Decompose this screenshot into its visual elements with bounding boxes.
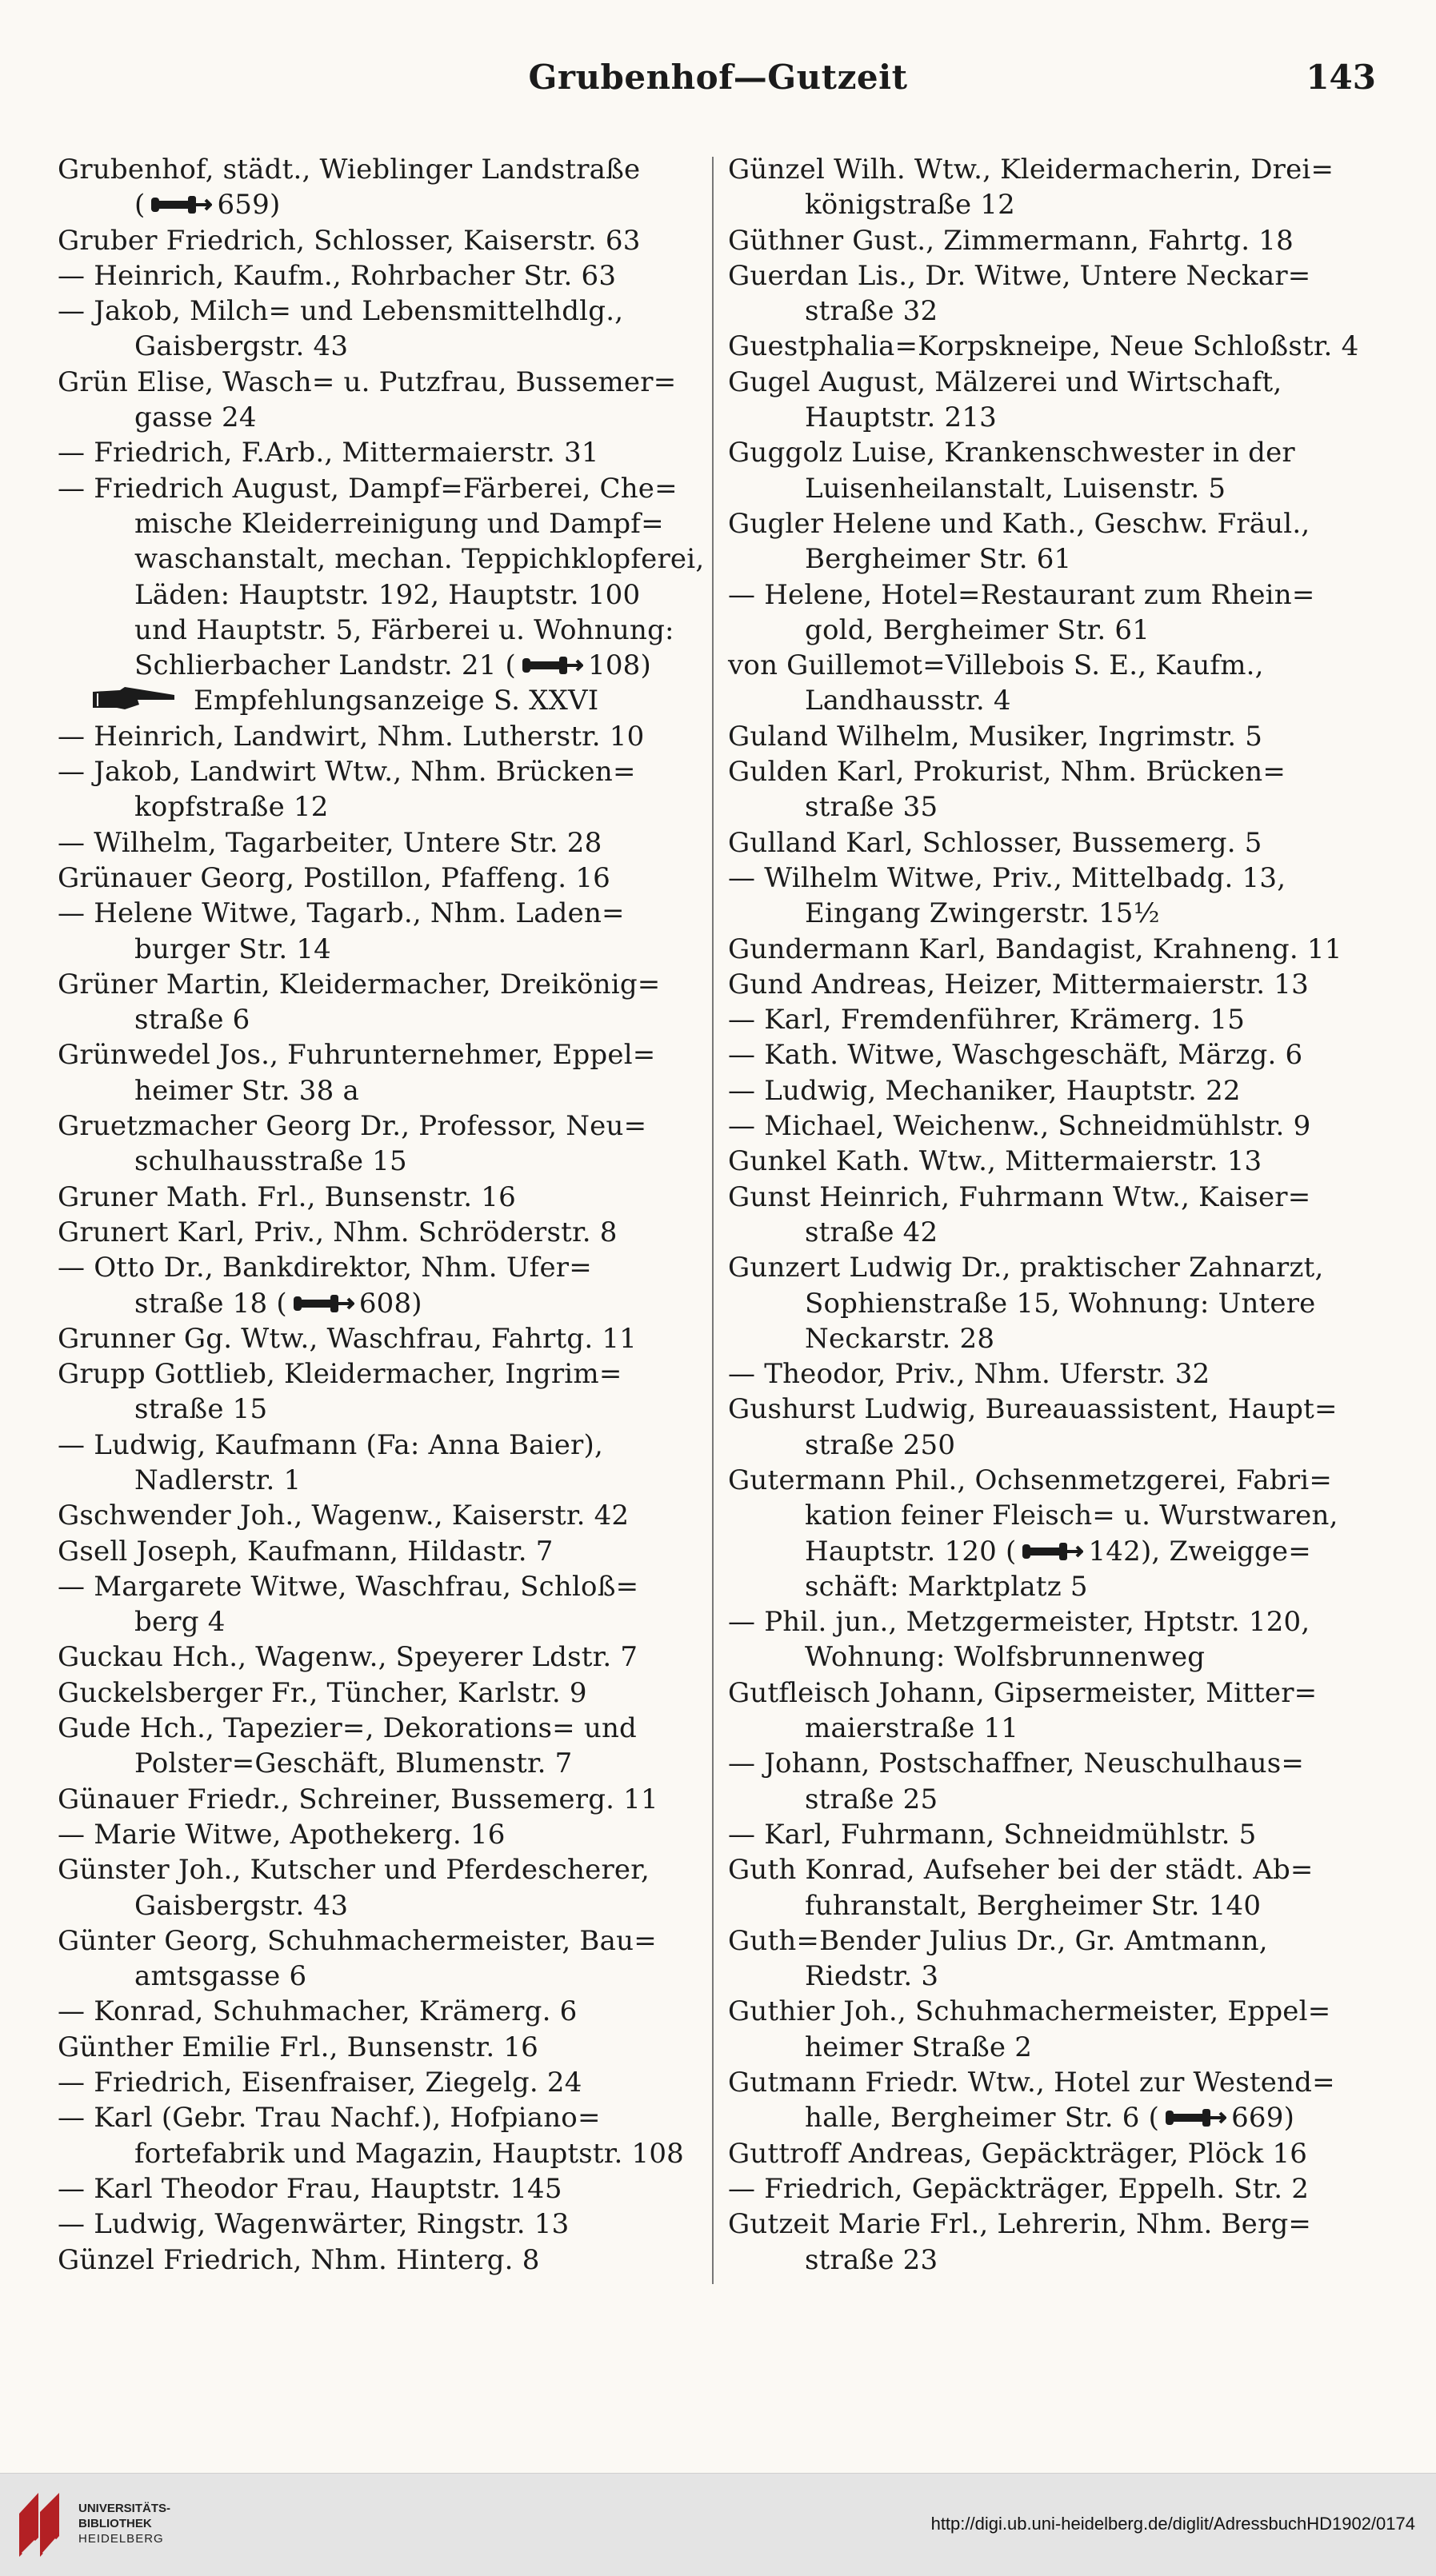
entry-text: Gushurst Ludwig, Bureauassistent, Haupt=: [728, 1393, 1338, 1426]
directory-entry-line: [58, 2065, 718, 2100]
entry-text: von Guillemot=Villebois S. E., Kaufm.,: [728, 649, 1264, 682]
entry-text: straße 35: [805, 791, 938, 824]
directory-entry-line: [728, 1392, 1388, 1427]
entry-text: Grüner Martin, Kleidermacher, Dreikönig=: [58, 968, 661, 1000]
entry-text: amtsgasse 6: [134, 1960, 307, 1993]
right-column: [728, 152, 1388, 2278]
directory-entry-line: [58, 400, 718, 435]
entry-text: Günther Emilie Frl., Bunsenstr. 16: [58, 2031, 539, 2063]
entry-text: Guth Konrad, Aufseher bei der städt. Ab=: [728, 1854, 1314, 1887]
directory-entry-line: [728, 1356, 1388, 1392]
entry-text: schäft: Marktplatz 5: [805, 1570, 1088, 1603]
directory-entry-line: [58, 1534, 718, 1569]
entry-text: burger Str. 14: [134, 933, 332, 965]
entry-text: Empfehlungsanzeige S. XXVI: [194, 685, 599, 717]
directory-entry-line: [58, 152, 718, 187]
entry-text: Gugler Helene und Kath., Geschw. Fräul.,: [728, 507, 1310, 540]
library-name-line1: UNIVERSITÄTS-: [78, 2502, 171, 2515]
entry-text: straße 6: [134, 1004, 250, 1036]
left-column: [58, 152, 718, 2278]
entry-text: — Michael, Weichenw., Schneidmühlstr. 9: [728, 1110, 1311, 1143]
entry-text: — Otto Dr., Bankdirektor, Nhm. Ufer=: [58, 1252, 592, 1284]
entry-text: Eingang Zwingerstr. 15½: [805, 897, 1160, 930]
directory-entry-line: [58, 1250, 718, 1285]
entry-text: — Wilhelm, Tagarbeiter, Untere Str. 28: [58, 826, 602, 859]
entry-text: Grünauer Georg, Postillon, Pfaffeng. 16: [58, 861, 610, 894]
entry-text: — Friedrich, Eisenfraiser, Ziegelg. 24: [58, 2067, 582, 2099]
directory-entry-line: [728, 223, 1388, 258]
entry-text: heimer Straße 2: [805, 2031, 1033, 2063]
directory-entry-line: [728, 1498, 1388, 1533]
directory-entry-line: [58, 1286, 718, 1321]
directory-entry-line: [58, 365, 718, 400]
directory-entry-line: [728, 2136, 1388, 2171]
entry-text: gold, Bergheimer Str. 61: [805, 613, 1150, 646]
page-number: 143: [1306, 58, 1376, 97]
entry-text: Gaisbergstr. 43: [134, 330, 349, 363]
directory-entry-line: [58, 1321, 718, 1356]
entry-text: Güthner Gust., Zimmermann, Fahrtg. 18: [728, 224, 1294, 257]
directory-entry-line: [728, 648, 1388, 683]
directory-entry-line: [58, 1498, 718, 1533]
directory-entry-line: [728, 1286, 1388, 1321]
entry-text: straße 32: [805, 295, 938, 328]
directory-entry-line: [728, 1428, 1388, 1463]
directory-entry-line: [58, 1037, 718, 1072]
directory-entry-line: [58, 294, 718, 329]
directory-entry-line: [728, 1002, 1388, 1037]
entry-text: Hauptstr. 213: [805, 401, 997, 434]
entry-text: Gunst Heinrich, Fuhrmann Wtw., Kaiser=: [728, 1180, 1311, 1213]
directory-entry-line: [728, 1569, 1388, 1604]
entry-text: Grün Elise, Wasch= u. Putzfrau, Bussemer=: [58, 365, 677, 398]
directory-entry-line: [58, 648, 718, 683]
directory-entry-line: [728, 1108, 1388, 1144]
entry-text: straße 18 (: [134, 1287, 287, 1320]
entry-text: Guland Wilhelm, Musiker, Ingrimstr. 5: [728, 720, 1263, 753]
entry-text: Riedstr. 3: [805, 1960, 939, 1993]
university-library-logo-icon: [14, 2490, 64, 2560]
entry-text: Polster=Geschäft, Blumenstr. 7: [134, 1747, 573, 1780]
library-name-line3: HEIDELBERG: [78, 2532, 164, 2546]
entry-text: straße 15: [134, 1393, 268, 1426]
entry-text: Sophienstraße 15, Wohnung: Untere: [805, 1287, 1316, 1320]
directory-entry-line: [728, 1604, 1388, 1639]
directory-entry-line: [728, 1215, 1388, 1250]
directory-entry-line: [728, 2243, 1388, 2278]
directory-entry-line: [58, 471, 718, 506]
directory-entry-line: ( 659): [134, 189, 281, 222]
entry-text: Günter Georg, Schuhmachermeister, Bau=: [58, 1924, 657, 1957]
directory-entry-line: [728, 541, 1388, 577]
directory-entry-line: [728, 932, 1388, 967]
entry-text: Gutzeit Marie Frl., Lehrerin, Nhm. Berg=: [728, 2208, 1312, 2241]
directory-entry-line: [58, 1180, 718, 1215]
directory-entry-line: [58, 1888, 718, 1923]
entry-text: Günzel Friedrich, Nhm. Hinterg. 8: [58, 2243, 540, 2276]
entry-text: Guestphalia=Korpskneipe, Neue Schloßstr. 4: [728, 330, 1359, 363]
library-name-line2: BIBLIOTHEK: [78, 2517, 152, 2530]
directory-entry-line: [728, 1534, 1388, 1569]
entry-text: Grubenhof, städt., Wieblinger Landstraße: [58, 154, 641, 186]
directory-entry-line: [728, 2100, 1388, 2135]
directory-entry-line: [728, 1144, 1388, 1179]
page-header: [0, 58, 1436, 114]
entry-text: — Karl Theodor Frau, Hauptstr. 145: [58, 2172, 562, 2205]
entry-text: Guggolz Luise, Krankenschwester in der: [728, 437, 1295, 469]
directory-entry-line: [728, 789, 1388, 825]
directory-entry-line: [58, 1144, 718, 1179]
directory-entry-line: [728, 506, 1388, 541]
directory-entry-line: [728, 1746, 1388, 1781]
directory-entry-line: [58, 2136, 718, 2171]
entry-text: Grunner Gg. Wtw., Waschfrau, Fahrtg. 11: [58, 1322, 638, 1355]
entry-text: Gulden Karl, Prokurist, Nhm. Brücken=: [728, 756, 1286, 789]
directory-entry-line: [728, 1073, 1388, 1108]
entry-text: — Helene, Hotel=Restaurant zum Rhein=: [728, 578, 1315, 611]
column-divider: [712, 157, 714, 2284]
entry-text: maierstraße 11: [805, 1712, 1019, 1745]
entry-text: Gund Andreas, Heizer, Mittermaierstr. 13: [728, 968, 1309, 1000]
directory-entry-line: [728, 1639, 1388, 1675]
entry-text: waschanstalt, mechan. Teppichklopferei,: [134, 543, 705, 576]
entry-text: straße 23: [805, 2243, 938, 2276]
directory-entry-line: [728, 2030, 1388, 2065]
entry-text: Günauer Friedr., Schreiner, Bussemerg. 11: [58, 1783, 658, 1815]
entry-text: Gulland Karl, Schlosser, Bussemerg. 5: [728, 826, 1262, 859]
footer-bar: [0, 2473, 1436, 2576]
telephone-icon: [521, 653, 583, 677]
directory-entry-line: [58, 2171, 718, 2207]
directory-entry-line: [58, 2207, 718, 2242]
directory-entry-line: [728, 1250, 1388, 1285]
entry-text: fortefabrik und Magazin, Hauptstr. 108: [134, 2137, 685, 2170]
entry-text: — Margarete Witwe, Waschfrau, Schloß=: [58, 1570, 639, 1603]
directory-entry-line: [58, 967, 718, 1002]
entry-text: Grupp Gottlieb, Kleidermacher, Ingrim=: [58, 1358, 622, 1391]
telephone-icon: [150, 193, 212, 217]
directory-entry-line: [728, 187, 1388, 222]
entry-text: — Jakob, Milch= und Lebensmittelhdlg.,: [58, 295, 624, 328]
entry-text: — Theodor, Priv., Nhm. Uferstr. 32: [728, 1358, 1210, 1391]
entry-text: 659): [217, 189, 281, 222]
entry-text: — Karl (Gebr. Trau Nachf.), Hofpiano=: [58, 2102, 601, 2135]
directory-entry-line: [58, 1108, 718, 1144]
entry-text: Gutfleisch Johann, Gipsermeister, Mitter=: [728, 1676, 1318, 1709]
entry-text: Günzel Wilh. Wtw., Kleidermacherin, Drei=: [728, 154, 1334, 186]
entry-text: Bergheimer Str. 61: [805, 543, 1072, 576]
entry-text: — Friedrich August, Dampf=Färberei, Che=: [58, 472, 678, 505]
entry-text: Guerdan Lis., Dr. Witwe, Untere Neckar=: [728, 259, 1311, 292]
directory-entry-line: [728, 1817, 1388, 1852]
entry-text: — Marie Witwe, Apothekerg. 16: [58, 1818, 506, 1851]
directory-entry-line: [58, 1711, 718, 1746]
directory-entry-line: [58, 1428, 718, 1463]
directory-entry-line: [728, 435, 1388, 470]
entry-text: Gunkel Kath. Wtw., Mittermaierstr. 13: [728, 1145, 1262, 1178]
directory-entry-line: [58, 1852, 718, 1887]
directory-entry-line: [58, 1356, 718, 1392]
directory-entry-line: [728, 1994, 1388, 2029]
entry-text: — Konrad, Schuhmacher, Krämerg. 6: [58, 1995, 578, 2028]
entry-text: Günster Joh., Kutscher und Pferdescherer,: [58, 1854, 650, 1887]
directory-entry-line: [728, 861, 1388, 896]
directory-entry-line: [728, 471, 1388, 506]
entry-text: Gunzert Ludwig Dr., praktischer Zahnarzt,: [728, 1252, 1324, 1284]
entry-text: Gschwender Joh., Wagenw., Kaiserstr. 42: [58, 1500, 630, 1532]
directory-entry-line: [728, 2171, 1388, 2207]
entry-text: — Ludwig, Wagenwärter, Ringstr. 13: [58, 2208, 570, 2241]
directory-entry-line: [728, 719, 1388, 754]
source-url-link[interactable]: http://digi.ub.uni-heidelberg.de/diglit/AdressbuchHD1902/0174: [930, 2514, 1415, 2534]
directory-entry-line: [58, 541, 718, 577]
entry-text: — Wilhelm Witwe, Priv., Mittelbadg. 13,: [728, 861, 1286, 894]
entry-text: und Hauptstr. 5, Färberei u. Wohnung:: [134, 613, 674, 646]
entry-text: schulhausstraße 15: [134, 1145, 407, 1178]
telephone-icon: [292, 1292, 354, 1316]
entry-text: — Heinrich, Landwirt, Nhm. Lutherstr. 10: [58, 720, 645, 753]
entry-text: straße 250: [805, 1428, 956, 1461]
entry-text: — Friedrich, Gepäckträger, Eppelh. Str. 2: [728, 2172, 1310, 2205]
directory-entry-line: [728, 2207, 1388, 2242]
phone-number: 608): [358, 1287, 422, 1320]
entry-text: kation feiner Fleisch= u. Wurstwaren,: [805, 1500, 1338, 1532]
directory-entry-line: [58, 683, 718, 718]
phone-number: 108): [588, 649, 651, 682]
directory-entry-line: [728, 613, 1388, 648]
directory-entry-line: [58, 2243, 718, 2278]
directory-entry-line: [58, 258, 718, 294]
entry-text: Schlierbacher Landstr. 21 (: [134, 649, 517, 682]
phone-number: 142), Zweigge=: [1088, 1535, 1311, 1568]
directory-entry-line: [58, 1569, 718, 1604]
entry-text: — Phil. jun., Metzgermeister, Hptstr. 120,: [728, 1606, 1310, 1639]
directory-entry-line: [728, 1463, 1388, 1498]
entry-text: Gugel August, Mälzerei und Wirtschaft,: [728, 365, 1282, 398]
directory-entry-line: [58, 506, 718, 541]
entry-text: fuhranstalt, Bergheimer Str. 140: [805, 1889, 1262, 1922]
entry-text: Gruetzmacher Georg Dr., Professor, Neu=: [58, 1110, 647, 1143]
directory-entry-line: [58, 1073, 718, 1108]
entry-text: Gundermann Karl, Bandagist, Krahneng. 11: [728, 933, 1342, 965]
directory-entry-line: [728, 1711, 1388, 1746]
directory-entry-line: [728, 683, 1388, 718]
entry-text: Nadlerstr. 1: [134, 1464, 302, 1496]
directory-entry-line: [58, 1463, 718, 1498]
directory-entry-line: [728, 825, 1388, 861]
directory-entry-line: [728, 1321, 1388, 1356]
entry-text: heimer Str. 38 a: [134, 1074, 359, 1107]
directory-entry-line: [728, 896, 1388, 931]
directory-entry-line: [728, 1923, 1388, 1959]
entry-text: straße 42: [805, 1216, 938, 1248]
directory-entry-line: [728, 1959, 1388, 1994]
entry-text: — Jakob, Landwirt Wtw., Nhm. Brücken=: [58, 756, 636, 789]
entry-text: — Johann, Postschaffner, Neuschulhaus=: [728, 1747, 1305, 1780]
entry-text: Wohnung: Wolfsbrunnenweg: [805, 1641, 1206, 1674]
directory-entry-line: [58, 613, 718, 648]
directory-entry-line: [58, 223, 718, 258]
directory-entry-line: [728, 2065, 1388, 2100]
directory-entry-line: [728, 1037, 1388, 1072]
telephone-icon: [1164, 2106, 1226, 2130]
directory-entry-line: [728, 400, 1388, 435]
directory-entry-line: [58, 1994, 718, 2029]
entry-text: Läden: Hauptstr. 192, Hauptstr. 100: [134, 578, 641, 611]
entry-text: Grunert Karl, Priv., Nhm. Schröderstr. 8: [58, 1216, 618, 1248]
entry-text: — Kath. Witwe, Waschgeschäft, Märzg. 6: [728, 1039, 1303, 1072]
entry-text: straße 25: [805, 1783, 938, 1815]
entry-text: Neckarstr. 28: [805, 1322, 995, 1355]
entry-text: kopfstraße 12: [134, 791, 329, 824]
running-title: Grubenhof—Gutzeit: [528, 58, 908, 97]
directory-entry-line: [728, 329, 1388, 364]
directory-entry-line: [58, 329, 718, 364]
directory-entry-line: [728, 1782, 1388, 1817]
directory-entry-line: [728, 577, 1388, 613]
directory-entry-line: [58, 1782, 718, 1817]
directory-entry-line: [58, 789, 718, 825]
entry-text: Guthier Joh., Schuhmachermeister, Eppel=: [728, 1995, 1331, 2028]
entry-text: — Friedrich, F.Arb., Mittermaierstr. 31: [58, 437, 599, 469]
entry-text: Gsell Joseph, Kaufmann, Hildastr. 7: [58, 1535, 554, 1568]
entry-text: — Helene Witwe, Tagarb., Nhm. Laden=: [58, 897, 625, 930]
telephone-icon: [1021, 1540, 1083, 1564]
entry-text: Gruber Friedrich, Schlosser, Kaiserstr. 63: [58, 224, 641, 257]
entry-text: Gruner Math. Frl., Bunsenstr. 16: [58, 1180, 516, 1213]
directory-entry-line: [58, 2030, 718, 2065]
entry-text: Guckau Hch., Wagenw., Speyerer Ldstr. 7: [58, 1641, 638, 1674]
directory-entry-line: [58, 1817, 718, 1852]
entry-text: — Karl, Fremdenführer, Krämerg. 15: [728, 1004, 1246, 1036]
entry-text: — Heinrich, Kaufm., Rohrbacher Str. 63: [58, 259, 617, 292]
directory-entry-line: [58, 2100, 718, 2135]
pointing-hand-icon: [90, 685, 178, 713]
directory-entry-line: [58, 1923, 718, 1959]
directory-entry-line: [58, 896, 718, 931]
library-name: [78, 2501, 170, 2546]
entry-text: Landhausstr. 4: [805, 685, 1011, 717]
entry-text: Guttroff Andreas, Gepäckträger, Plöck 16: [728, 2137, 1308, 2170]
directory-entry-line: [58, 825, 718, 861]
entry-text: Gutmann Friedr. Wtw., Hotel zur Westend=: [728, 2067, 1335, 2099]
directory-entry-line: [728, 967, 1388, 1002]
directory-entry-line: [728, 152, 1388, 187]
directory-entry-line: [58, 1392, 718, 1427]
directory-entry-line: [728, 754, 1388, 789]
directory-entry-line: [58, 435, 718, 470]
directory-entry-line: [58, 577, 718, 613]
directory-entry-line: [728, 294, 1388, 329]
entry-text: — Karl, Fuhrmann, Schneidmühlstr. 5: [728, 1818, 1257, 1851]
directory-entry-line: [58, 1639, 718, 1675]
entry-text: königstraße 12: [805, 189, 1015, 222]
entry-text: Gude Hch., Tapezier=, Dekorations= und: [58, 1712, 638, 1745]
directory-entry-line: [728, 365, 1388, 400]
directory-entry-line: [58, 1959, 718, 1994]
directory-entry-line: [728, 1852, 1388, 1887]
entry-text: gasse 24: [134, 401, 257, 434]
entry-text: Gaisbergstr. 43: [134, 1889, 349, 1922]
directory-entry-line: [728, 1180, 1388, 1215]
entry-text: Luisenheilanstalt, Luisenstr. 5: [805, 472, 1226, 505]
entry-text: Gutermann Phil., Ochsenmetzgerei, Fabri=: [728, 1464, 1333, 1496]
entry-text: berg 4: [134, 1606, 226, 1639]
directory-entry-line: [58, 861, 718, 896]
entry-text: mische Kleiderreinigung und Dampf=: [134, 507, 664, 540]
directory-entry-line: [58, 1002, 718, 1037]
entry-text: Hauptstr. 120 (: [805, 1535, 1017, 1568]
entry-text: Grünwedel Jos., Fuhrunternehmer, Eppel=: [58, 1039, 656, 1072]
directory-entry-line: [58, 1675, 718, 1711]
entry-text: Guckelsberger Fr., Tüncher, Karlstr. 9: [58, 1676, 587, 1709]
directory-entry-line: [58, 1604, 718, 1639]
entry-text: — Ludwig, Mechaniker, Hauptstr. 22: [728, 1074, 1241, 1107]
entry-text: halle, Bergheimer Str. 6 (: [805, 2102, 1160, 2135]
directory-entry-line: [58, 754, 718, 789]
entry-text: Guth=Bender Julius Dr., Gr. Amtmann,: [728, 1924, 1268, 1957]
directory-entry-line: [728, 258, 1388, 294]
directory-entry-line: [58, 1215, 718, 1250]
phone-number: 669): [1231, 2102, 1295, 2135]
directory-entry-line: [728, 1888, 1388, 1923]
directory-entry-line: [58, 932, 718, 967]
directory-entry-line: [58, 1746, 718, 1781]
directory-entry-line: [58, 719, 718, 754]
entry-text: — Ludwig, Kaufmann (Fa: Anna Baier),: [58, 1428, 603, 1461]
directory-entry-line: [728, 1675, 1388, 1711]
